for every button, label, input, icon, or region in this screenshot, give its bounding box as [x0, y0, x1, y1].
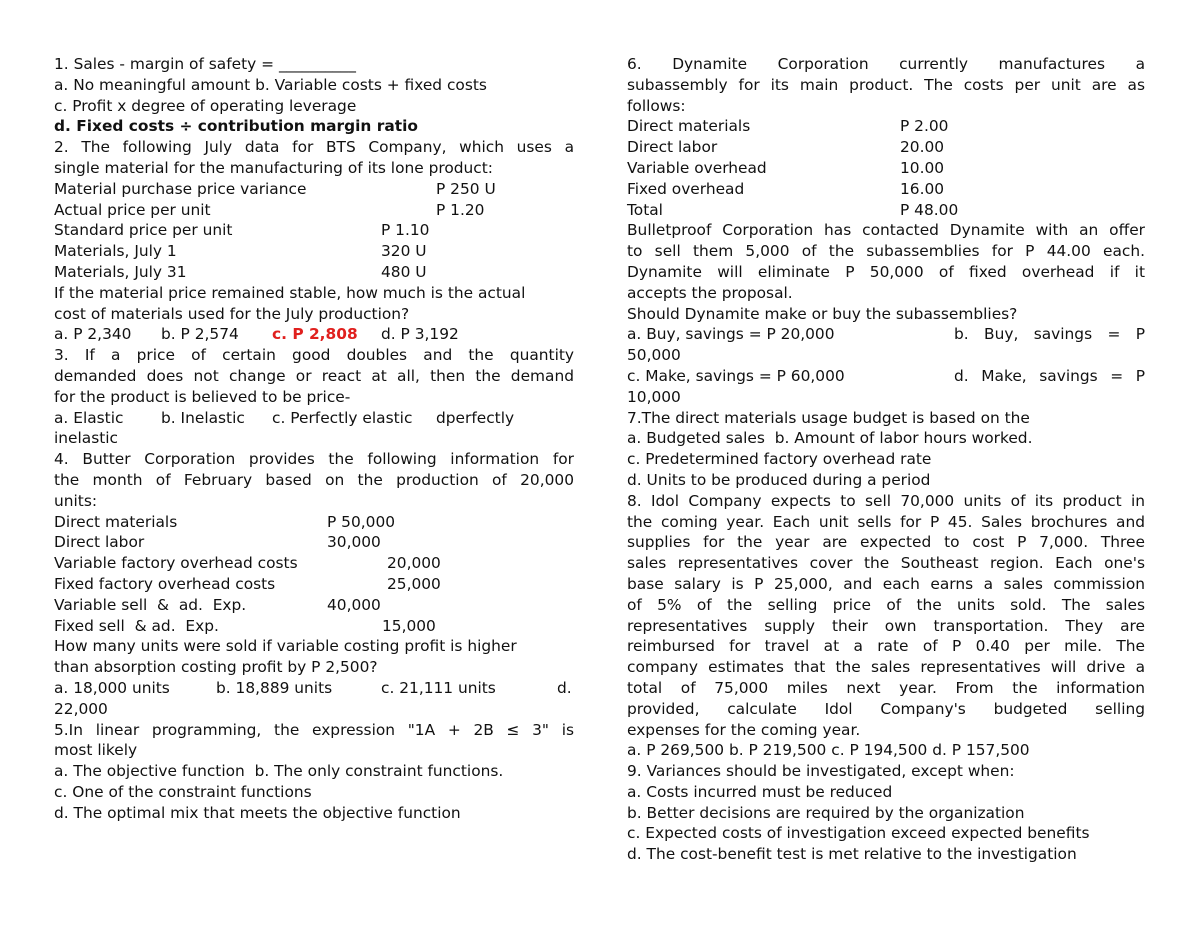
- option-b-continued: 50,000: [627, 346, 681, 365]
- option-d-answer: d. Fixed costs ÷ contribution margin ratio: [54, 117, 418, 136]
- data-row: [54, 262, 574, 283]
- option-c: c. One of the constraint functions: [54, 782, 312, 801]
- option-d: d. Units to be produced during a period: [627, 470, 931, 489]
- option-b: b. The only constraint functions.: [254, 762, 504, 781]
- option-b: b. P 219,500: [728, 741, 827, 760]
- option-b: b. Amount of labor hours worked.: [774, 429, 1033, 448]
- question-6-ask: Should Dynamite make or buy the subassemblies?: [627, 304, 1018, 323]
- data-row: [54, 512, 574, 533]
- row-label: Standard price per unit: [54, 221, 233, 240]
- row-value: 320 U: [381, 242, 427, 261]
- row-label: Variable sell & ad. Exp.: [54, 595, 247, 614]
- option-d: d.: [557, 678, 572, 697]
- option-b: b. Inelastic: [161, 408, 245, 427]
- option-c: c. Perfectly elastic: [272, 408, 413, 427]
- question-6-options-cd: [627, 366, 1145, 387]
- option-d: d. The optimal mix that meets the objective function: [54, 803, 461, 822]
- data-row: [627, 200, 1145, 221]
- data-row: [54, 532, 574, 553]
- row-label: Fixed sell & ad. Exp.: [54, 616, 219, 635]
- question-3-options: [54, 408, 574, 429]
- data-row: [627, 179, 1145, 200]
- data-row: [627, 116, 1145, 137]
- option-b: b. P 2,574: [161, 325, 239, 344]
- question-6-body-line1: Bulletproof Corporation has contacted Dynamite with an offer: [627, 221, 1145, 240]
- data-row: [54, 241, 574, 262]
- question-7-stem: 7.The direct materials usage budget is based on the: [627, 408, 1030, 427]
- row-label: Direct materials: [54, 512, 178, 531]
- option-d-continued: 10,000: [627, 387, 681, 406]
- question-1-stem: 1. Sales - margin of safety = __________: [54, 55, 356, 73]
- question-4-stem-line3: units:: [54, 491, 98, 510]
- question-3-stem-line1: 3. If a price of certain good doubles and the quantity: [54, 346, 574, 365]
- question-1-options-ab: [54, 75, 574, 96]
- option-a: a. P 269,500: [627, 741, 725, 760]
- data-row: [54, 200, 574, 221]
- row-label: Variable overhead: [627, 158, 767, 177]
- question-4-stem-line2: the month of February based on the production of 20,000: [54, 470, 574, 489]
- option-c: c. Make, savings = P 60,000: [627, 366, 845, 385]
- option-c: c. 21,111 units: [381, 678, 496, 697]
- question-3-stem-line3: for the product is believed to be price-: [54, 387, 351, 406]
- question-2-ask-line1: If the material price remained stable, how much is the actual: [54, 283, 526, 302]
- option-d: d. The cost-benefit test is met relative to the investigation: [627, 845, 1077, 864]
- option-a: a. Budgeted sales: [627, 429, 765, 448]
- left-column: [54, 54, 574, 823]
- question-8-line: representatives supply their own transportation. They are: [627, 616, 1145, 635]
- data-row: [54, 553, 574, 574]
- row-label: Total: [627, 200, 663, 219]
- option-b: b. Buy, savings = P: [954, 325, 1145, 344]
- question-4-ask-line2: than absorption costing profit by P 2,500?: [54, 658, 378, 677]
- row-label: Material purchase price variance: [54, 179, 307, 198]
- question-2-stem-line2: single material for the manufacturing of its lone product:: [54, 158, 493, 177]
- row-value: 30,000: [327, 533, 381, 552]
- question-5-stem-line1: 5.In linear programming, the expression "1A + 2B ≤ 3" is: [54, 720, 574, 739]
- option-a: a. P 2,340: [54, 325, 132, 344]
- question-8-line: provided, calculate Idol Company's budgeted selling: [627, 699, 1145, 718]
- question-6-body-line4: accepts the proposal.: [627, 283, 793, 302]
- question-2-ask-line2: cost of materials used for the July production?: [54, 304, 410, 323]
- data-row: [54, 179, 574, 200]
- option-d: d. P 3,192: [381, 325, 459, 344]
- question-4-options: [54, 678, 574, 699]
- row-label: Materials, July 1: [54, 242, 177, 261]
- row-value: P 1.20: [436, 200, 485, 219]
- question-6-stem-line2: subassembly for its main product. The costs per unit are as: [627, 75, 1145, 94]
- row-label: Variable factory overhead costs: [54, 554, 298, 573]
- question-6-body-line3: Dynamite will eliminate P 50,000 of fixed overhead if it: [627, 262, 1145, 281]
- option-c: c. Expected costs of investigation exceed expected benefits: [627, 824, 1090, 843]
- question-8-last-line: expenses for the coming year.: [627, 720, 861, 739]
- question-3-stem-line2: demanded does not change or react at all, then the demand: [54, 366, 574, 385]
- option-c-answer: c. P 2,808: [272, 325, 358, 344]
- question-4-ask-line1: How many units were sold if variable costing profit is higher: [54, 637, 517, 656]
- row-label: Direct materials: [627, 117, 751, 136]
- row-value: 20,000: [387, 554, 441, 573]
- row-label: Fixed overhead: [627, 179, 745, 198]
- question-8-options: [627, 740, 1145, 761]
- row-label: Direct labor: [54, 533, 145, 552]
- row-value: 25,000: [387, 574, 441, 593]
- row-value: P 250 U: [436, 179, 496, 198]
- question-2-options: [54, 324, 574, 345]
- question-2-stem-line1: 2. The following July data for BTS Company, which uses a: [54, 138, 574, 157]
- question-6-stem-line1: 6. Dynamite Corporation currently manufactures a: [627, 55, 1145, 73]
- option-b: b. 18,889 units: [216, 678, 333, 697]
- row-label: Materials, July 31: [54, 262, 187, 281]
- option-c: c. Predetermined factory overhead rate: [627, 450, 932, 469]
- question-8-line: 8. Idol Company expects to sell 70,000 units of its product in: [627, 491, 1145, 510]
- row-value: 40,000: [327, 595, 381, 614]
- data-row: [627, 158, 1145, 179]
- option-a: a. The objective function: [54, 762, 245, 781]
- row-value: 15,000: [382, 616, 436, 635]
- option-a: a. Buy, savings = P 20,000: [627, 325, 835, 344]
- row-value: 10.00: [900, 158, 945, 177]
- question-5-stem-line2: most likely: [54, 741, 138, 760]
- question-6-stem-line3: follows:: [627, 96, 686, 115]
- right-column: [627, 54, 1145, 865]
- row-label: Fixed factory overhead costs: [54, 574, 276, 593]
- option-d-continued: 22,000: [54, 699, 108, 718]
- question-8-line: reimbursed for travel at a rate of P 0.40 per mile. The: [627, 637, 1145, 656]
- data-row: [54, 616, 574, 637]
- question-5-options-ab: [54, 761, 574, 782]
- option-d-continued: inelastic: [54, 429, 118, 448]
- option-a: a. No meaningful amount: [54, 75, 251, 94]
- data-row: [54, 574, 574, 595]
- row-label: Actual price per unit: [54, 200, 211, 219]
- row-value: P 50,000: [327, 512, 396, 531]
- option-c: c. P 194,500: [831, 741, 928, 760]
- question-8-line: of 5% of the selling price of the units sold. The sales: [627, 595, 1145, 614]
- question-7-options-ab: [627, 428, 1145, 449]
- row-value: P 48.00: [900, 200, 959, 219]
- row-value: 16.00: [900, 179, 945, 198]
- question-6-options-ab: [627, 324, 1145, 345]
- row-value: 480 U: [381, 262, 427, 281]
- option-a: a. Costs incurred must be reduced: [627, 782, 893, 801]
- row-value: P 1.10: [381, 221, 430, 240]
- question-4-stem-line1: 4. Butter Corporation provides the following information for: [54, 450, 574, 469]
- option-d: d. P 157,500: [932, 741, 1030, 760]
- question-8-line: supplies for the year are expected to cost P 7,000. Three: [627, 533, 1145, 552]
- option-d: dperfectly: [436, 408, 515, 427]
- question-6-body-line2: to sell them 5,000 of the subassemblies for P 44.00 each.: [627, 242, 1145, 261]
- option-a: a. Elastic: [54, 408, 124, 427]
- question-9-stem: 9. Variances should be investigated, except when:: [627, 762, 1015, 781]
- row-label: Direct labor: [627, 138, 718, 157]
- option-b: b. Variable costs + fixed costs: [255, 75, 487, 94]
- question-8-line: company estimates that the sales representatives will drive a: [627, 658, 1145, 677]
- option-a: a. 18,000 units: [54, 678, 170, 697]
- option-c: c. Profit x degree of operating leverage: [54, 96, 357, 115]
- question-8-line: base salary is P 25,000, and each earns a sales commission: [627, 574, 1145, 593]
- row-value: P 2.00: [900, 117, 949, 136]
- data-row: [54, 220, 574, 241]
- row-value: 20.00: [900, 138, 945, 157]
- question-8-line: sales representatives cover the Southeast region. Each one's: [627, 554, 1145, 573]
- data-row: [627, 137, 1145, 158]
- data-row: [54, 595, 574, 616]
- option-d: d. Make, savings = P: [954, 366, 1145, 385]
- question-8-line: the coming year. Each unit sells for P 45. Sales brochures and: [627, 512, 1145, 531]
- question-8-line: total of 75,000 miles next year. From the information: [627, 678, 1145, 697]
- option-b: b. Better decisions are required by the organization: [627, 803, 1025, 822]
